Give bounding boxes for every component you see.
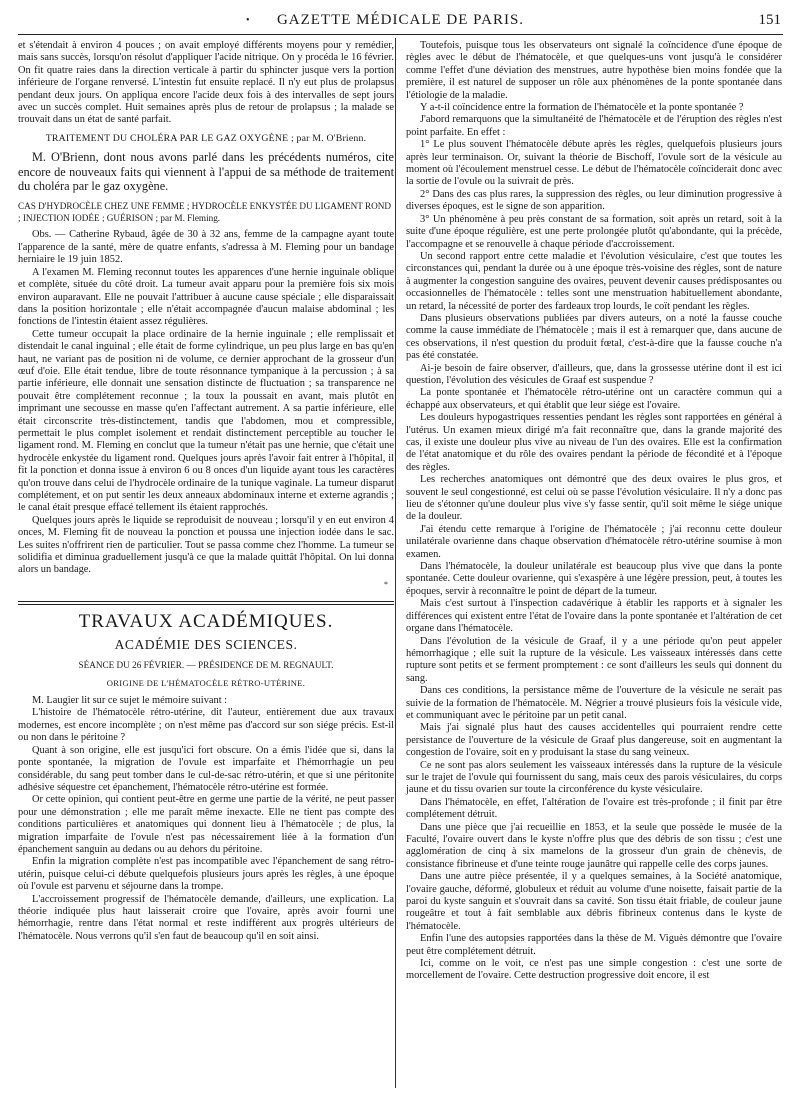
session-line: SÉANCE DU 26 FÉVRIER. — PRÉSIDENCE DE M. REGNAULT.	[78, 660, 334, 671]
paragraph: M. Laugier lit sur ce sujet le mémoire suivant :	[32, 695, 228, 707]
paragraph: Dans l'évolution de la vésicule de Graaf, il y a une période qu'on peut appeler hémorrhagique ; elle suit la rupture de la vésicule. Les vaisseaux intéressés dans cette rupture sont petits et se ferment promptement : ce sont d'ailleurs les seuls qui donnent du sang.	[406, 635, 782, 684]
paragraph: Les douleurs hypogastriques ressenties pendant les règles sont rapportées en général à l'utérus. Un examen mieux dirigé m'a fait reconnaître que, dans la grande majorité des cas, il existe une douleur plus vive au niveau de l'un des ovaires. Elle est la confirmation de l'état anatomique et du rôle des ovaires pendant la période de fécondité et à l'époque des règles.	[406, 412, 782, 473]
observation: Obs. — Catherine Rybaud, âgée de 30 à 32 ans, femme de la campagne ayant toute l'apparence de la santé, mère de quatre enfants, s'adressa à M. Fleming pour un bandage herniaire le 19 juin 1852.	[18, 229, 394, 266]
paragraph: Un second rapport entre cette maladie et l'évolution vésiculaire, c'est que toutes les circonstances qui, pendant la durée ou à une époque très-voisine des règles, sont de nature à augmenter la congestion sanguine des ovaires, peuvent devenir causes prédisposantes ou occasionnelles de l'hématocèle : telles sont une menstruation habituellement abondante, un retard, la nécessité de porter des fardeaux trop lourds, le coït pendant les règles.	[406, 250, 782, 312]
paragraph: Dans ces conditions, la persistance même de l'ouverture de la vésicule ne serait pas suivie de la formation de l'hématocèle. M. Négrier a trouvé plusieurs fois la vésicule vide, et communiquant avec le péritoine par un petit canal.	[406, 685, 782, 721]
journal-title: GAZETTE MÉDICALE DE PARIS.	[276, 12, 525, 28]
paragraph: 1° Le plus souvent l'hématocèle débute après les règles, quelquefois plusieurs jours après leur terminaison. Or, suivant la théorie de Bischoff, l'ovule sort de la vésicule au moment où l'écoulement menstruel cesse. Le début de l'hématocèle coïnciderait donc avec la sortie de l'ovule ou la suivrait de près.	[406, 139, 782, 188]
section-title-hydrocele: CAS D'HYDROCÈLE CHEZ UNE FEMME ; HYDROCÈLE ENKYSTÉE DU LIGAMENT ROND ; INJECTION IODÉE ; GUÉRISON ; par M. Fleming.	[18, 201, 392, 223]
heading-travaux: TRAVAUX ACADÉMIQUES.	[78, 611, 334, 633]
header-dot: •	[246, 15, 250, 26]
paragraph: M. O'Brienn, dont nous avons parlé dans les précédents numéros, cite encore de nouveaux faits qui viennent à l'appui de sa méthode de traitement du choléra par le gaz oxygène.	[18, 150, 394, 194]
page-header	[18, 10, 783, 35]
paragraph: Dans l'hématocèle, la douleur unilatérale est beaucoup plus vive que dans la ponte spontanée. Cette douleur ovarienne, qui s'exaspère à une légère pression, peut, à toutes les époques, servir à reconnaître le point de départ de la tumeur.	[406, 561, 782, 597]
paragraph: Enfin l'une des autopsies rapportées dans la thèse de M. Viguès démontre que l'ovaire peut être complétement détruit.	[406, 933, 782, 957]
paragraph: J'ai étendu cette remarque à l'origine de l'hématocèle ; j'ai reconnu cette douleur unilatérale ovarienne dans chaque observation d'hématocèle rétro-utérine soumise à mon examen.	[406, 523, 782, 560]
paragraph: Dans plusieurs observations publiées par divers auteurs, on a noté la fausse couche comme la cause immédiate de l'hématocèle ; mais il est à remarquer que, dans aucune de ces observations, il n'est question du produit fœtal, c'est-à-dire que la fausse couche n'a pas été constatée.	[406, 312, 782, 362]
paragraph: Quant à son origine, elle est jusqu'ici fort obscure. On a émis l'idée que si, dans la ponte spontanée, la migration de l'ovule est imparfaite et l'hémorrhagie un peu considérable, du sang peut tomber dans le cul-de-sac rétro-utérin, et que si une péritonite adhésive séquestre cet épanchement, l'hématocèle rétro-utérine est formée.	[18, 744, 394, 793]
paragraph: Ce ne sont pas alors seulement les vaisseaux intéressés dans la rupture de la vésicule sur le trajet de l'ovule qui fournissent du sang, mais ceux des parois vésiculaires, du corps jaune et du tissu ovarien sur toute la circonférence du kyste vésiculaire.	[406, 759, 782, 796]
paragraph: 3° Un phénomène à peu près constant de sa formation, soit après un retard, soit à la suite d'une époque régulière, est une perte prolongée plutôt qu'abondante, qui la précède, l'accompagne et se renouvelle à chaque période d'accroissement.	[406, 213, 782, 250]
paragraph: Dans une autre pièce présentée, il y a quelques semaines, à la Société anatomique, l'ovaire gauche, déformé, globuleux et réduit au volume d'une noisette, faisait partie de la paroi du kyste sanguin et s'ouvrait dans sa cavité. Son tissu était friable, de couleur jaune rougeâtre et tout à fait semblable aux débris fibrineux contenus dans le kyste de l'hématocèle.	[406, 871, 782, 932]
section-rule	[18, 601, 394, 605]
paragraph: Dans l'hématocèle, en effet, l'altération de l'ovaire est très-profonde ; il finit par être complétement détruit.	[406, 796, 782, 821]
paragraph: et s'étendait à environ 4 pouces ; on avait employé différents moyens pour y remédier, mais sans succès, lorsqu'on résolut d'appliquer l'acide nitrique. On y procéda le 16 février. On fit quatre raies dans la direction verticale à partir du sphincter jusque vers la portion inférieure de l'organe renversé. L'intestin fut ensuite replacé. Il n'y eut plus de prolapsus pendant deux jours. On appliqua encore l'acide deux fois à des intervalles de sept jours avec un succès complet. Huit semaines après plus de retour de prolapsus ; la malade se trouvait dans un état de santé parfait.	[18, 40, 394, 126]
paragraph: Toutefois, puisque tous les observateurs ont signalé la coïncidence d'une époque de règles avec le début de l'hématocèle, et que quelques-uns vont jusqu'à le considérer comme l'effet d'une déviation des menstrues, autre hypothèse bien moins fondée que la première, il est naturel de supposer un rôle aux phénomènes de la ponte spontanée dans l'étiologie de la maladie.	[406, 40, 782, 101]
left-column	[18, 40, 394, 943]
paragraph: La ponte spontanée et l'hématocèle rétro-utérine ont un caractère commun qui a échappé aux observateurs, et qui établit que leur siége est l'ovaire.	[406, 387, 782, 411]
paragraph: A l'examen M. Fleming reconnut toutes les apparences d'une hernie inguinale oblique et complète, située du côté droit. La tumeur avait apparu pour la première fois six mois environ auparavant. Elle ne pouvait l'attribuer à aucune cause spéciale ; elle disparaissait dans la position horizontale ; elle n'était accompagnée d'aucun malaise abdominal ; les fonctions de l'intestin étaient assez régulières.	[18, 266, 394, 328]
paragraph: Quelques jours après le liquide se reproduisit de nouveau ; lorsqu'il y en eut environ 4 onces, M. Fleming fit de nouveau la ponction et poussa une injection iodée dans le sac. Les suites n'offrirent rien de particulier. Tout se passa comme chez l'homme. La tumeur se solidifia et diminua graduellement jusqu'à ce que la malade quittât l'hôpital. On lui donna alors un bandage.	[18, 514, 394, 576]
asterisk: *	[384, 579, 388, 589]
paragraph: Ai-je besoin de faire observer, d'ailleurs, que, dans la grossesse utérine dont il est ici question, l'évolution des vésicules de Graaf est suspendue ?	[406, 362, 782, 386]
paragraph: Mais c'est surtout à l'inspection cadavérique à établir les rapports et à signaler les différences qui existent entre l'état de l'ovaire dans la ponte spontanée et l'altération de cet organe dans l'hématocèle.	[406, 598, 782, 635]
right-column	[406, 40, 782, 983]
paragraph: 2° Dans des cas plus rares, la suppression des règles, ou leur diminution progressive à diverses époques, est le signe de son apparition.	[406, 188, 782, 213]
page-number: 151	[758, 12, 781, 28]
paragraph: J'abord remarquons que la simultanéité de l'hématocèle et de l'éruption des règles n'est point parfaite. En effet :	[406, 114, 782, 138]
heading-academie: ACADÉMIE DES SCIENCES.	[114, 637, 298, 653]
paragraph: Ici, comme on le voit, ce n'est pas une simple congestion : c'est une sorte de morcellement de l'ovaire. Cette destruction progressive doit encore, il est	[406, 958, 782, 982]
column-divider	[395, 38, 396, 1088]
paragraph: Mais j'ai signalé plus haut des causes accidentelles qui pourraient rendre cette persistance de l'ouverture de la vésicule de Graaf plus dangereuse, soit en augmentant la congestion de l'ovaire, soit en y produisant la stase du sang veineux.	[406, 722, 782, 759]
paragraph: Cette tumeur occupait la place ordinaire de la hernie inguinale ; elle remplissait et distendait le canal inguinal ; elle était de forme cylindrique, un peu plus large en bas qu'en haut, ne variant pas de position ni de volume, ce dernier approchant de la grosseur d'un œuf d'oie. Elle était tendue, libre de toute résonnance tympanique à la percussion ; à sa partie inférieure, elle donnait une sensation distincte de fluctuation ; sa transparence ne pouvait être complétement reconnue ; la toux la poussait en avant, mais plutôt en imprimant une secousse en masse qu'en l'affectant autrement. A sa partie inférieure, elle était circonscrite très-distinctement, tandis que l'abdomen, mou et compressible, permettait le plus complet isolement et rendait distinctement perceptible au toucher le ligament rond. M. Fleming en conclut que la tumeur n'était pas une hernie, que c'était une hydrocèle enkystée du ligament rond. Quelques jours après l'avoir fait entrer à l'hôpital, il fit la ponction et donna issue à environ 6 ou 8 onces d'un liquide ayant tous les caractères qu'on trouve dans celui de l'hydrocèle ordinaire de la tunique vaginale. La tumeur disparut complétement, et on put sentir les deux anneaux abdominaux interne et externe agrandis ; le canal était presque effacé tellement ils étaient rapprochés.	[18, 328, 394, 514]
paragraph: Or cette opinion, qui contient peut-être en germe une partie de la vérité, ne peut passer pour une démonstration ; elle me paraît même inexacte. Elle ne tient pas compte des conditions particulières et anatomiques qui donnent lieu à l'hématocèle ; de plus, la migration imparfaite de l'ovule n'est pas nécessairement liée à la formation d'un épanchement sanguin au dedans ou au dehors du péritoine.	[18, 794, 394, 855]
paragraph: Enfin la migration complète n'est pas incompatible avec l'épanchement de sang rétro-utérin, puisque celui-ci débute quelquefois plusieurs jours après les règles, à une époque où l'ovule est parvenu et séjourne dans la trompe.	[18, 856, 394, 893]
paragraph: Y a-t-il coïncidence entre la formation de l'hématocèle et la ponte spontanée ?	[420, 102, 744, 114]
paragraph: L'accroissement progressif de l'hématocèle demande, d'ailleurs, une explication. La théorie indiquée plus haut laisserait croire que l'ovaire, après avoir fourni une hémorrhagie, rentre dans l'état normal et reste indifférent aux progrès ultérieurs de l'hématocèle. Nous verrons qu'il s'en faut de beaucoup qu'il en soit ainsi.	[18, 893, 394, 942]
article-title: ORIGINE DE L'HÉMATOCÈLE RÉTRO-UTÉRINE.	[106, 677, 306, 688]
paragraph: Les recherches anatomiques ont démontré que des deux ovaires le plus gros, et souvent le seul congestionné, est celui où se passe l'évolution vésiculaire. Il n'y a donc pas lieu de s'étonner qu'une douleur plus vive s'y fasse sentir, qu'il soit même le siége unique de la douleur.	[406, 474, 782, 523]
section-title-cholera: TRAITEMENT DU CHOLÉRA PAR LE GAZ OXYGÈNE ; par M. O'Brienn.	[45, 132, 367, 144]
paragraph: L'histoire de l'hématocèle rétro-utérine, dit l'auteur, entièrement due aux travaux modernes, est encore incomplète ; on n'est même pas d'accord sur son siége précis. Est-il ou non dans le péritoine ?	[18, 707, 394, 744]
paragraph: Dans une pièce que j'ai recueillie en 1853, et la seule que possède le musée de la Faculté, l'ovaire ouvert dans le kyste n'offre plus que des débris de son tissu ; c'est une agglomération de cinq à six mamelons de la grosseur d'un grain de chènevis, de consistance fibrineuse et d'une teinte rouge jaunâtre qui rappelle celle des corps jaunes.	[406, 821, 782, 870]
